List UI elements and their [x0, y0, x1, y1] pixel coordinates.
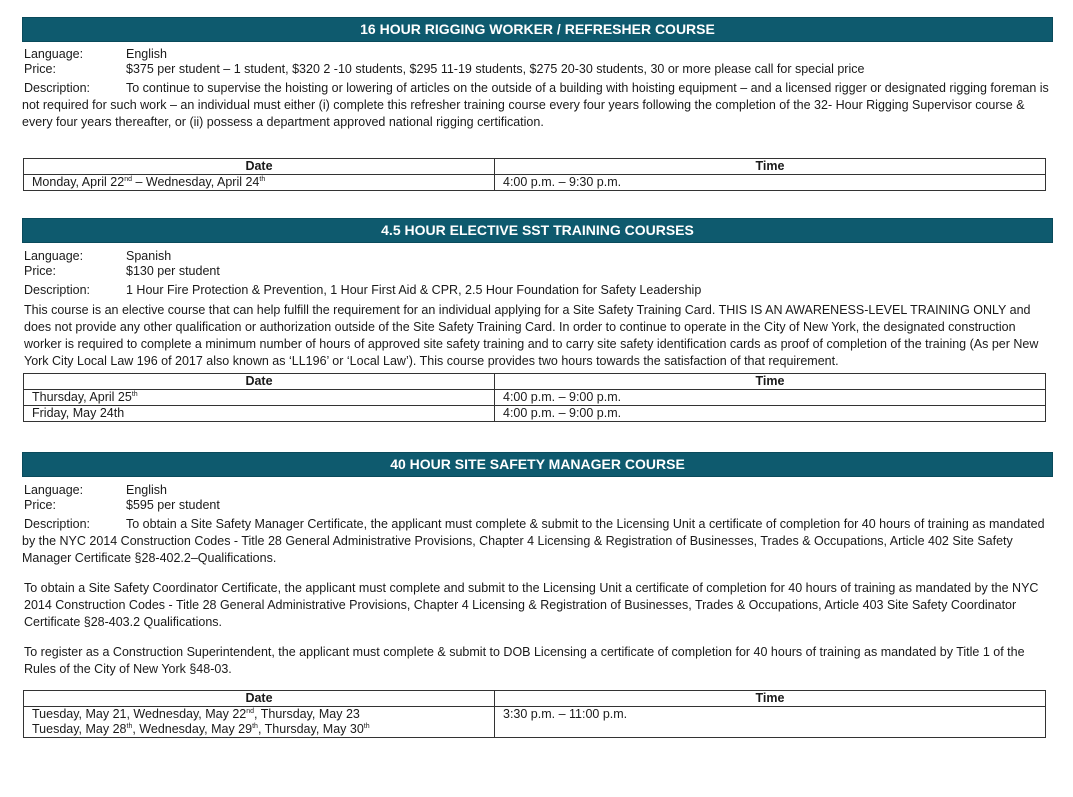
language-value: Spanish: [126, 249, 172, 263]
description: [22, 516, 1053, 567]
price-label: Price:: [24, 264, 56, 278]
description-label: Description:: [24, 283, 90, 297]
table-row: [24, 175, 1046, 191]
language-label: Language:: [24, 47, 84, 61]
table-row: [24, 707, 1046, 738]
price-row: [22, 264, 1053, 279]
table-row: [24, 406, 1046, 422]
time-header: Time: [495, 374, 1046, 390]
language-label: Language:: [24, 249, 84, 263]
section-title: 16 HOUR RIGGING WORKER / REFRESHER COURSE: [22, 17, 1053, 42]
section-rigging: [22, 17, 1053, 191]
time-cell: 4:00 p.m. – 9:00 p.m.: [495, 390, 1046, 406]
description-label: Description:: [24, 81, 90, 95]
section-title: 40 HOUR SITE SAFETY MANAGER COURSE: [22, 452, 1053, 477]
price-row: [22, 498, 1053, 513]
section-sst-elective: [22, 218, 1053, 422]
date-header: Date: [24, 691, 495, 707]
language-row: [22, 47, 1053, 62]
time-header: Time: [495, 691, 1046, 707]
description-label: Description:: [24, 517, 90, 531]
description: [22, 282, 1053, 299]
schedule-table: [23, 373, 1046, 422]
time-header: Time: [495, 159, 1046, 175]
section-site-safety-manager: [22, 452, 1053, 738]
language-row: [22, 249, 1053, 264]
coordinator-notes: To obtain a Site Safety Coordinator Certificate, the applicant must complete and submit to the Licensing Unit a certificate of completion for 40 hours of training as mandated by the NYC 2014 Construction Codes - Title 28 General Administrative Provisions, Chapter 4 Licensing & Registration of Businesses, Trades & Occupations, Article 403 Site Safety Coordinator Certificate §28-403.2 Qualifications.: [24, 581, 1039, 629]
schedule-table: [23, 690, 1046, 738]
price-value: $595 per student: [126, 498, 220, 512]
description-text: 1 Hour Fire Protection & Prevention, 1 Hour First Aid & CPR, 2.5 Hour Foundation for Safety Leadership: [126, 283, 702, 297]
time-cell: 3:30 p.m. – 11:00 p.m.: [495, 707, 1046, 738]
schedule-table: [23, 158, 1046, 191]
date-header: Date: [24, 159, 495, 175]
table-row: [24, 390, 1046, 406]
date-header: Date: [24, 374, 495, 390]
price-value: $375 per student – 1 student, $320 2 -10 students, $295 11-19 students, $275 20-30 students, 30 or more please call for special price: [126, 62, 865, 76]
price-label: Price:: [24, 498, 56, 512]
language-value: English: [126, 483, 167, 497]
description: [22, 80, 1053, 131]
description-text: To obtain a Site Safety Manager Certificate, the applicant must complete & submit to the Licensing Unit a certificate of completion for 40 hours of training as mandated by the NYC 2014 Construction Codes - Title 28 General Administrative Provisions, Chapter 4 Licensing & Registration of Businesses, Trades & Occupations, Article 402 Site Safety Manager Certificate §28-402.2–Qualifications.: [22, 517, 1045, 565]
description-text: To continue to supervise the hoisting or lowering of articles on the outside of a building with hoisting equipment – and a licensed rigger or designated rigging foreman is not required for such work – an individual must either (i) complete this refresher training course every four years following the completion of the 32- Hour Rigging Supervisor course & every four years thereafter, or (ii) possess a department approved national rigging certification.: [22, 81, 1049, 129]
date-cell: Monday, April 22nd – Wednesday, April 24th: [24, 175, 495, 191]
price-row: [22, 62, 1053, 77]
section-title: 4.5 HOUR ELECTIVE SST TRAINING COURSES: [22, 218, 1053, 243]
date-cell: Tuesday, May 21, Wednesday, May 22nd, Thursday, May 23 Tuesday, May 28th, Wednesday, May 29th, Thursday, May 30th: [24, 707, 495, 738]
price-value: $130 per student: [126, 264, 220, 278]
price-label: Price:: [24, 62, 56, 76]
date-cell: Thursday, April 25th: [24, 390, 495, 406]
date-cell: Friday, May 24th: [24, 406, 495, 422]
time-cell: 4:00 p.m. – 9:00 p.m.: [495, 406, 1046, 422]
language-value: English: [126, 47, 167, 61]
superintendent-notes: To register as a Construction Superintendent, the applicant must complete & submit to DOB Licensing a certificate of completion for 40 hours of training as mandated by Title 1 of the Rules of the City of New York §48-03.: [24, 645, 1025, 676]
time-cell: 4:00 p.m. – 9:30 p.m.: [495, 175, 1046, 191]
language-label: Language:: [24, 483, 84, 497]
language-row: [22, 483, 1053, 498]
course-notes: This course is an elective course that can help fulfill the requirement for an individual applying for a Site Safety Training Card. THIS IS AN AWARENESS-LEVEL TRAINING ONLY and does not provide any other qualification or authorization outside of the Site Safety Training Card. In order to continue to operate in the City of New York, the designated construction worker is required to complete a minimum number of hours of approved site safety training and to carry site safety identification cards as proof of completion of the training (As per New York City Local Law 196 of 2017 also known as ‘LL196’ or ‘Local Law’). This course provides two hours towards the satisfaction of that requirement.: [24, 303, 1039, 368]
